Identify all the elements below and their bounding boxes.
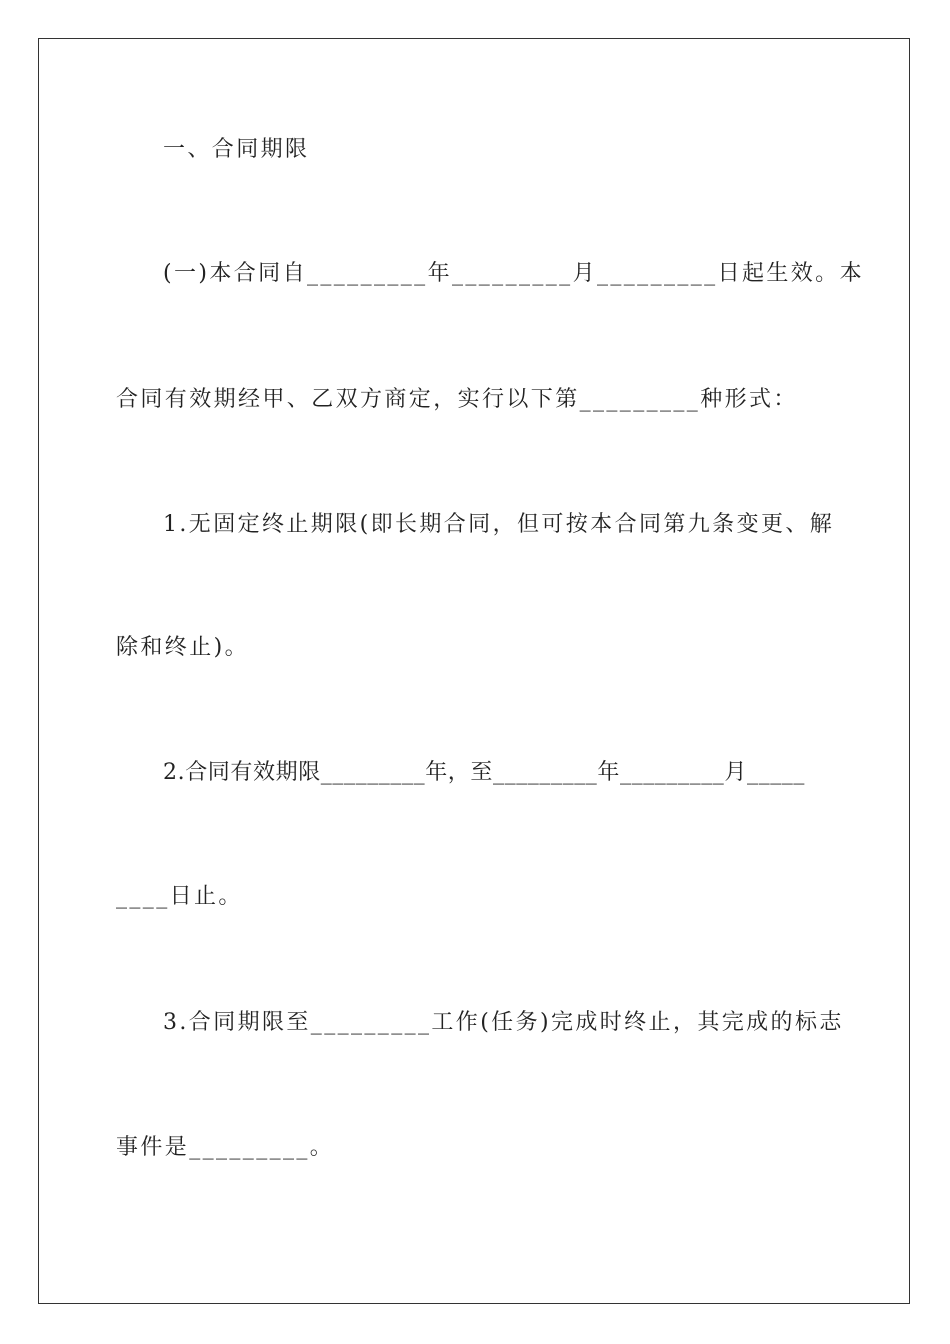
paragraph-line-8: 事件是_________。 — [116, 1135, 335, 1160]
paragraph-line-5: 2.合同有效期限_________年，至_________年_________月_____ — [163, 760, 805, 785]
paragraph-line-2: 合同有效期经甲、乙双方商定，实行以下第_________种形式： — [116, 387, 798, 412]
paragraph-line-6: ____日止。 — [116, 884, 243, 909]
paragraph-line-4: 除和终止)。 — [116, 635, 249, 660]
paragraph-line-1: (一)本合同自_________年_________月_________日起生效。本 — [163, 261, 864, 286]
paragraph-line-7: 3.合同期限至_________工作(任务)完成时终止，其完成的标志 — [163, 1010, 844, 1035]
paragraph-line-3: 1.无固定终止期限(即长期合同，但可按本合同第九条变更、解 — [163, 512, 835, 537]
page-frame — [38, 38, 910, 1304]
section-heading: 一、合同期限 — [163, 137, 310, 162]
